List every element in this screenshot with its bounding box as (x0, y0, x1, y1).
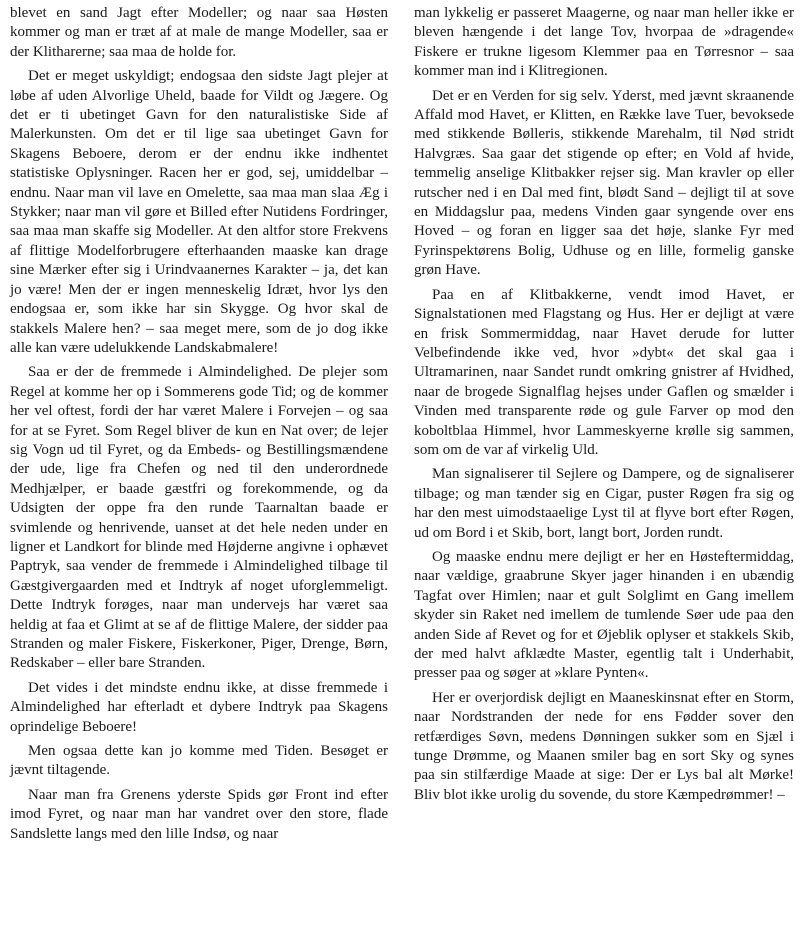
paragraph: Saa er der de fremmede i Almindelighed. De plejer som Regel at komme her op i Sommerens gode Tid; og de kommer her vel oftest, fordi der har været Malere i Forvejen – og saa for at se Fyret. Som Regel bliver de kun en Nat over; de lejer sig Vogn ud til Fyret, og da Embeds- og Bestillingsmændene der ude, lige fra Chefen og ned til den underordnede Medhjælper, er baade gæstfri og forekommende, og da Udsigten der oppe fra den runde Taarnaltan baade er svimlende og henrivende, uanset at det hele neden under en ligner et Landkort for blinde med Højderne angivne i ophævet Paptryk, saa vender de fremmede i Almindelighed tilbage til Gæstgivergaarden med et Indtryk af noget uforglemmeligt. Dette Indtryk forøges, naar man undervejs har været saa heldig at faa et Glimt at se af de flittige Malere, der sidder paa Stranden og maler Fiskere, Fiskerkoner, Piger, Drenge, Børn, Redskaber – eller bare Stranden. (10, 364, 388, 672)
paragraph: Det er meget uskyldigt; endogsaa den sidste Jagt plejer at løbe af uden Alvorlige Uheld, baade for Vildt og Jægere. Og det er ti ubetinget Gavn for den naturalistiske Side af Malerkunsten. Om det er til lige saa ubetinget Gavn for Skagens Beboere, derom er der endnu ikke indhentet statistiske Oplysninger. Racen her er god, sej, umiddelbar – endnu. Naar man vil lave en Omelette, saa maa man slaa Æg i Stykker; naar man vil gøre et Billed efter Nutidens Fordringer, saa maa man skaffe sig Modeller. At den altfor store Frekvens af flittige Modelforbrugere efterhaanden maaske kan drage sine Mærker efter sig i Urindvaanernes Karakter – ja, det kan jo være! Men der er ingen menneskelig Idræt, hvor lys den endogsaa er, som ikke har sin Skygge. Og hvor skal de stakkels Malere hen? – saa meget mere, som de jo dog ikke alle kan være udelukkende Landskabmalere! (10, 68, 388, 356)
paragraph: blevet en sand Jagt efter Modeller; og naar saa Høsten kommer og man er træt af at male de mange Modeller, saa er der Klitharerne; saa maa de holde for. (10, 5, 388, 60)
right-column (414, 4, 794, 805)
paragraph: man lykkelig er passeret Maagerne, og naar man heller ikke er bleven hængende i det lange Tov, hvorpaa de »dragende« Fiskere er trukne ligesom Klemmer paa en Tørresnor – saa kommer man ind i Klitregionen. (414, 5, 794, 80)
paragraph: Her er overjordisk dejligt en Maaneskinsnat efter en Storm, naar Nordstranden der nede for ens Fødder sover den retfærdiges Søvn, medens Dønningen sukker som en Sjæl i tunge Drømme, og Maanen smiler bag en sort Sky og synes paa sin stilfærdige Maade at sige: Der er Lys bal alt Mørke! Bliv blot ikke urolig du sovende, du store Kæmpedrømmer! – (414, 689, 794, 803)
paragraph: Paa en af Klitbakkerne, vendt imod Havet, er Signalstationen med Flagstang og Hus. Her er dejligt at være en frisk Sommermiddag, naar Havet derude for lutter Velbefindende ikke ved, hvor »dybt« det skal gaa i Ultramarinen, naar Sandet rundt omkring gnistrer af Hvidhed, naar de brogede Signalflag hejses under Gaflen og smælder i Vinden med transparente røde og gule Farver op mod den koboltblaa Himmel, hvor Lammeskyerne krølle sig sammen, som om de var af virkelig Uld. (414, 286, 794, 458)
paragraph: Og maaske endnu mere dejligt er her en Høsteftermiddag, naar vældige, graabrune Skyer jager hinanden i en ubændig Tagfat over Himlen; naar et gult Solglimt en Gang imellem skyder sin Raket ned imellem de tumlende Søer ude paa den anden Side af Revet og for et Øjeblik oplyser et stakkels Skib, der med halvt afklædte Master, egentlig talt i Underhabit, presser paa og søger at »klare Pynten«. (414, 548, 794, 682)
paragraph: Naar man fra Grenens yderste Spids gør Front ind efter imod Fyret, og naar man har vandret over den store, flade Sandslette langs med den lille Indsø, og naar (10, 786, 388, 842)
paragraph: Man signaliserer til Sejlere og Dampere, og de signaliserer tilbage; og man tænder sig en Cigar, puster Røgen fra sig og har den mest uimodstaaelige Lyst til at flyve bort efter Røgen, ud om Bord i et Skib, bort, langt bort, Jorden rundt. (414, 466, 794, 541)
paragraph: Det er en Verden for sig selv. Yderst, med jævnt skraanende Affald mod Havet, er Klitten, en Række lave Tuer, bevoksede med stikkende Bølleris, stikkende Marehalm, til Nød stridt Halvgræs. Saa gaar det stigende op efter; en Vold af hvide, temmelig anselige Klitbakker rejser sig. Man kravler op eller rutscher ned i en Dal med fint, blødt Sand – dejligt til at sove en Middagslur paa, medens Vinden gaar syngende over ens Hoved – og foran en ligger saa det høje, slanke Fyr med Fyrinspektørens Bolig, Udhuse og en lille, formelig ganske grøn Have. (414, 87, 794, 279)
left-column (10, 4, 388, 844)
paragraph: Det vides i det mindste endnu ikke, at disse fremmede i Almindelighed har efterladt et dybere Indtryk paa Skagens oprindelige Beboere! (10, 679, 388, 735)
paragraph: Men ogsaa dette kan jo komme med Tiden. Besøget er jævnt tiltagende. (10, 743, 388, 779)
